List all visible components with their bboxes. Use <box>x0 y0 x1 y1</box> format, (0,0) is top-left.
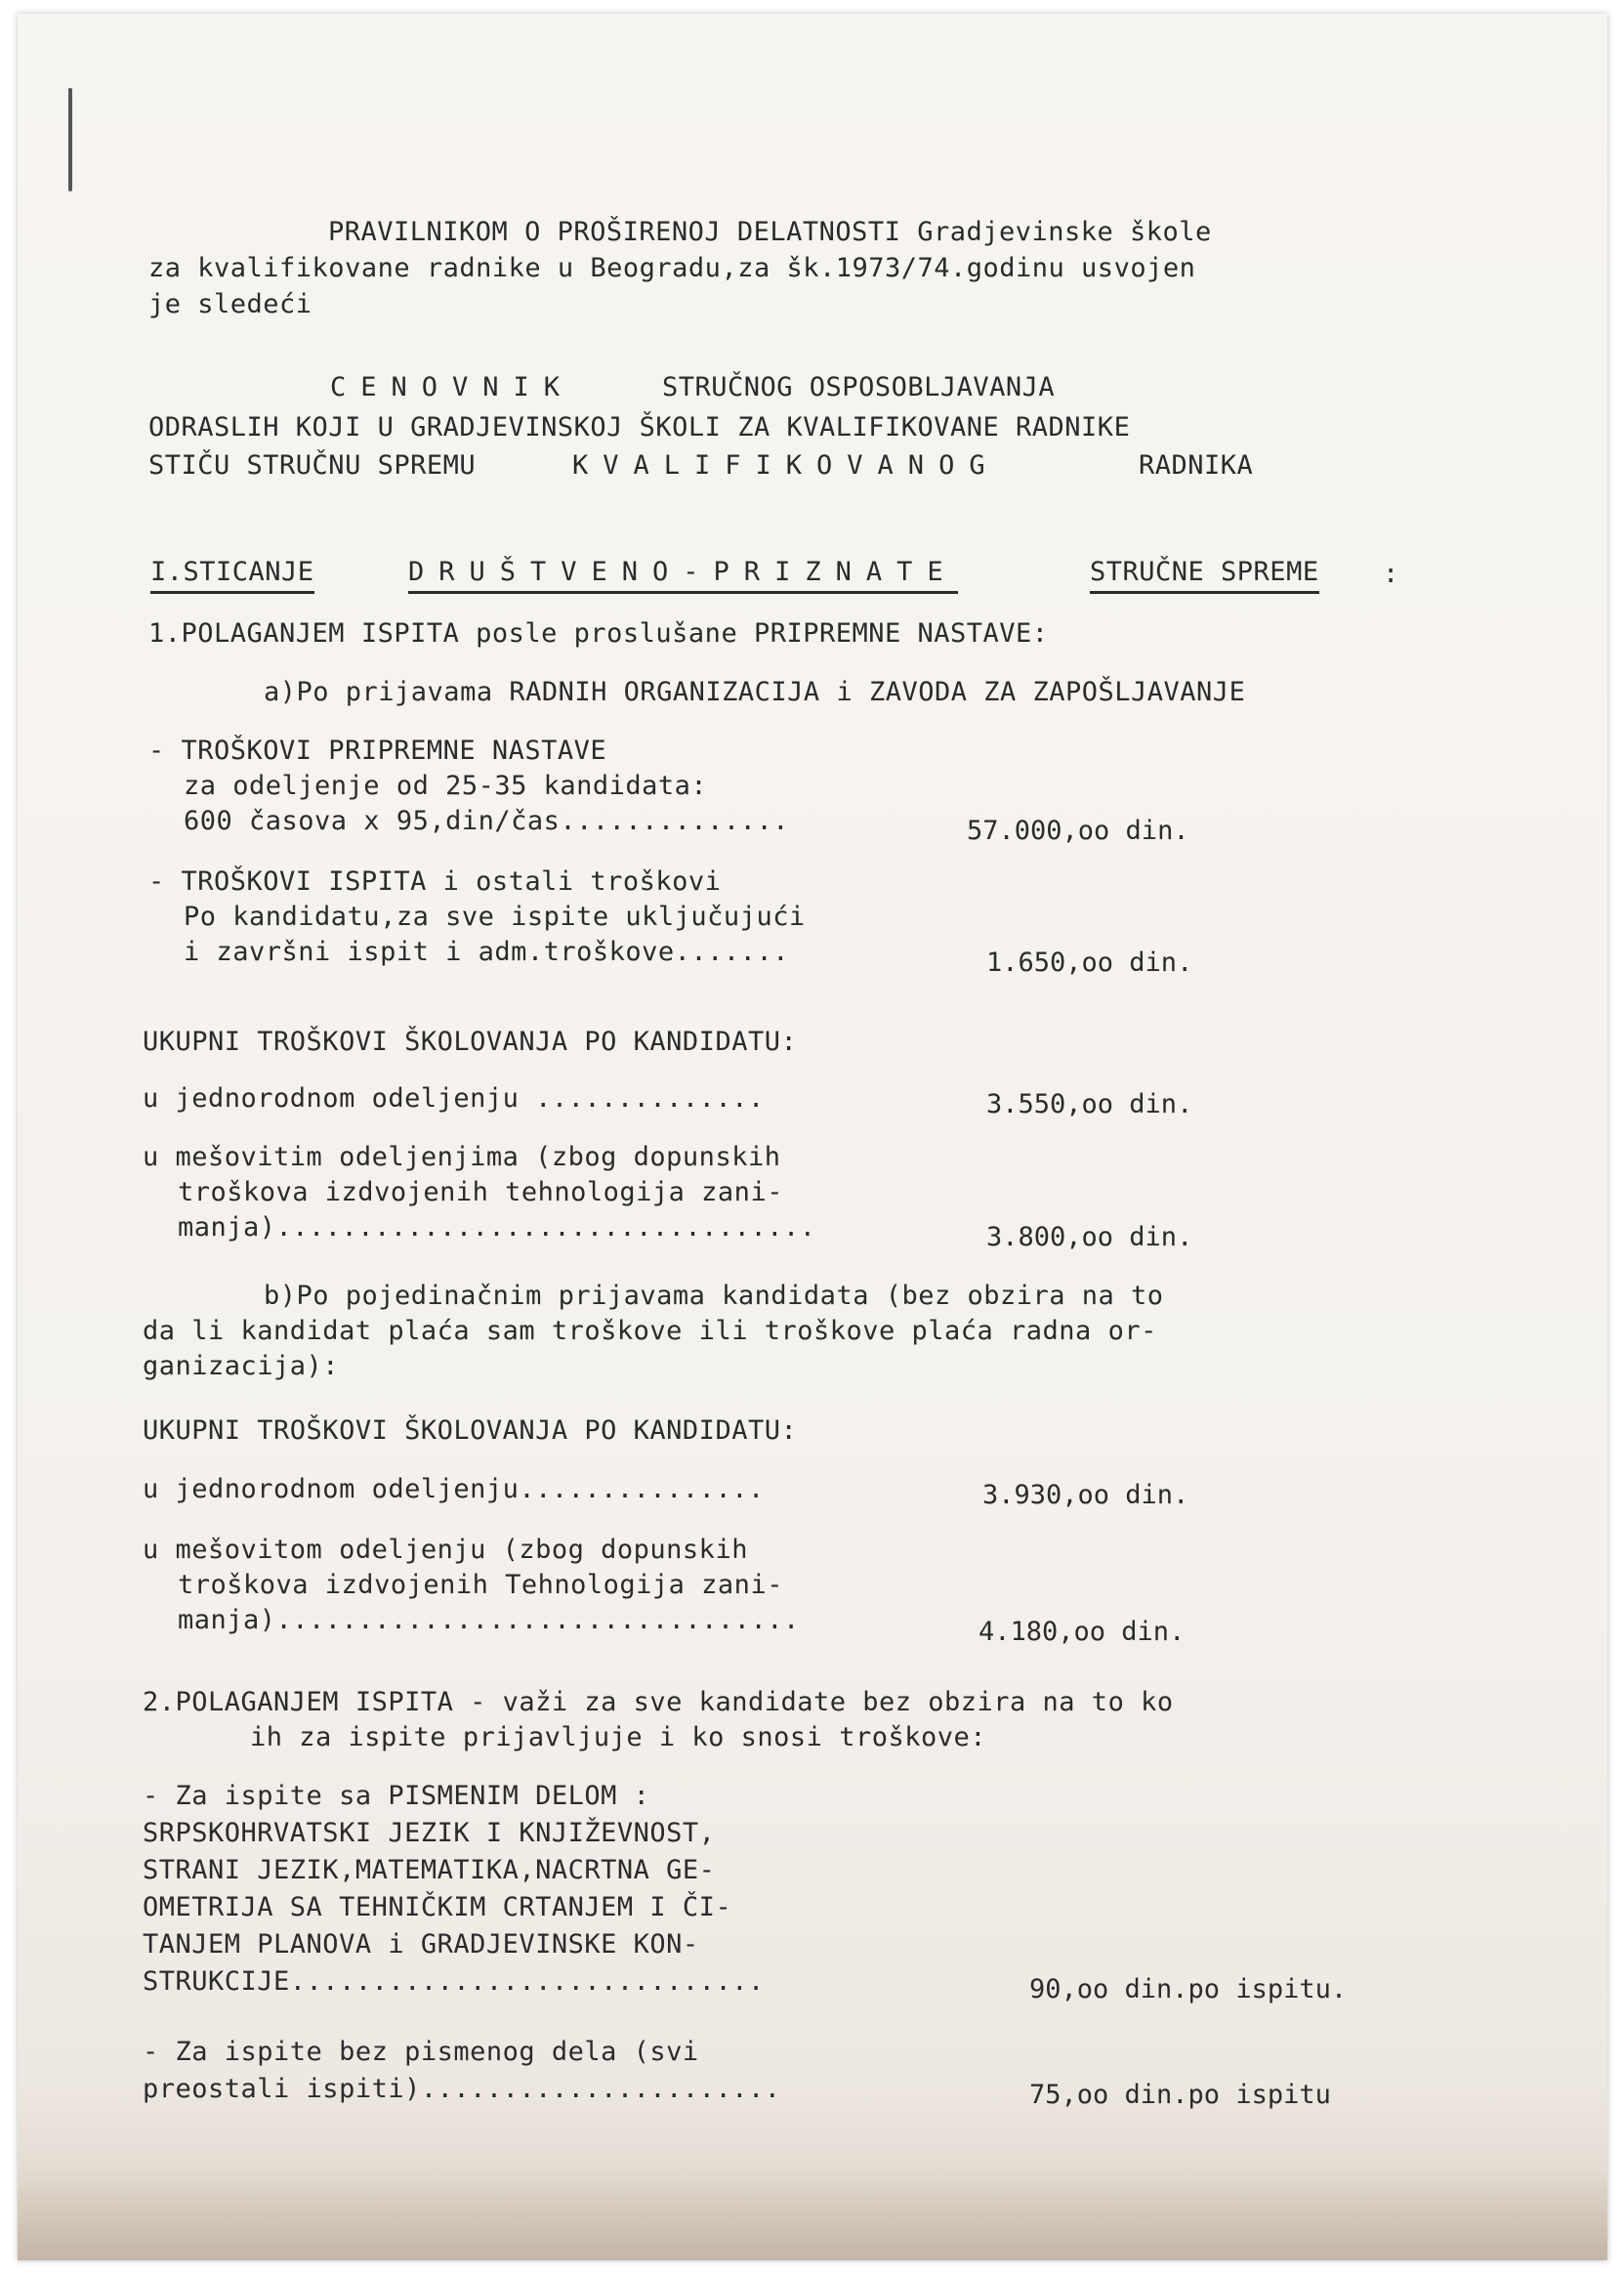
intro-line-1: PRAVILNIKOM O PROŠIRENOJ DELATNOSTI Gradjevinske škole <box>328 217 1212 247</box>
section-heading-colon: : <box>1383 559 1399 589</box>
cost2-line-2: Po kandidatu,za sve ispite uključujući <box>184 902 806 932</box>
oral-amount: 75,oo din.po ispitu <box>1029 2080 1331 2110</box>
total-b2-line-1: u mešovitom odeljenju (zbog dopunskih <box>143 1535 748 1565</box>
total-b2-line-2: troškova izdvojenih Tehnologija zani- <box>178 1570 783 1600</box>
written-line-5: TANJEM PLANOVA i GRADJEVINSKE KON- <box>143 1929 699 1960</box>
total-b1-label: u jednorodnom odeljenju............... <box>143 1474 765 1504</box>
written-amount: 90,oo din.po ispitu. <box>1029 1974 1348 2004</box>
total-a1-label: u jednorodnom odeljenju .............. <box>143 1083 765 1114</box>
total-b1-amount: 3.930,oo din. <box>982 1480 1189 1510</box>
section-heading-b: DRUŠTVENO-PRIZNATE <box>408 556 958 594</box>
total-a1-amount: 3.550,oo din. <box>986 1089 1193 1119</box>
title-line-1-rest: STRUČNOG OSPOSOBLJAVANJA <box>662 372 1056 402</box>
sub-b-line-2: da li kandidat plaća sam troškove ili troškove plaća radna or- <box>143 1316 1157 1346</box>
cost1-line-3: 600 časova x 95,din/čas.............. <box>184 806 789 836</box>
written-line-2: SRPSKOHRVATSKI JEZIK I KNJIŽEVNOST, <box>143 1818 716 1848</box>
document-page <box>18 14 1607 2260</box>
paper-stain <box>18 2172 1607 2260</box>
total-b2-amount: 4.180,oo din. <box>979 1617 1186 1647</box>
title-line-3-c: RADNIKA <box>1139 450 1254 481</box>
intro-line-3: je sledeći <box>148 289 312 319</box>
total-a2-line-3: manja)................................. <box>178 1212 816 1243</box>
oral-line-1: - Za ispite bez pismenog dela (svi <box>143 2037 699 2067</box>
written-line-3: STRANI JEZIK,MATEMATIKA,NACRTNA GE- <box>143 1855 716 1885</box>
total-a2-line-2: troškova izdvojenih tehnologija zani- <box>178 1177 783 1207</box>
cost1-line-1: - TROŠKOVI PRIPREMNE NASTAVE <box>148 736 607 766</box>
total-b-heading: UKUPNI TROŠKOVI ŠKOLOVANJA PO KANDIDATU: <box>143 1415 798 1446</box>
sub-b-line-3: ganizacija): <box>143 1351 340 1381</box>
sub-b-line-1: b)Po pojedinačnim prijavama kandidata (bez obzira na to <box>264 1281 1164 1311</box>
item-2-line-1: 2.POLAGANJEM ISPITA - važi za sve kandidate bez obzira na to ko <box>143 1687 1174 1717</box>
oral-line-2: preostali ispiti)...................... <box>143 2074 781 2104</box>
cost1-line-2: za odeljenje od 25-35 kandidata: <box>184 771 708 801</box>
section-heading-c: STRUČNE SPREME <box>1090 556 1319 594</box>
title-line-3-b: KVALIFIKOVANOG <box>572 450 1000 481</box>
cost2-line-3: i završni ispit i adm.troškove....... <box>184 937 789 967</box>
total-b2-line-3: manja)................................ <box>178 1605 800 1635</box>
title-cenovnik: CENOVNIK <box>330 372 575 402</box>
sub-a: a)Po prijavama RADNIH ORGANIZACIJA i ZAVODA ZA ZAPOŠLJAVANJE <box>264 677 1246 707</box>
intro-line-2: za kvalifikovane radnike u Beogradu,za šk.1973/74.godinu usvojen <box>148 253 1196 283</box>
written-line-6: STRUKCIJE............................. <box>143 1966 765 1997</box>
staple-mark <box>68 88 72 191</box>
section-heading-a: I.STICANJE <box>150 556 314 594</box>
cost2-amount: 1.650,oo din. <box>986 948 1193 978</box>
written-line-4: OMETRIJA SA TEHNIČKIM CRTANJEM I ČI- <box>143 1892 732 1922</box>
written-line-1: - Za ispite sa PISMENIM DELOM : <box>143 1781 650 1811</box>
total-a-heading: UKUPNI TROŠKOVI ŠKOLOVANJA PO KANDIDATU: <box>143 1027 798 1057</box>
item-1: 1.POLAGANJEM ISPITA posle proslušane PRIPREMNE NASTAVE: <box>148 618 1049 649</box>
title-line-2: ODRASLIH KOJI U GRADJEVINSKOJ ŠKOLI ZA KVALIFIKOVANE RADNIKE <box>148 412 1131 443</box>
cost1-amount: 57.000,oo din. <box>967 816 1189 846</box>
title-line-3-a: STIČU STRUČNU SPREMU <box>148 450 477 481</box>
cost2-line-1: - TROŠKOVI ISPITA i ostali troškovi <box>148 866 722 897</box>
item-2-line-2: ih za ispite prijavljuje i ko snosi troškove: <box>250 1722 986 1752</box>
total-a2-amount: 3.800,oo din. <box>986 1222 1193 1252</box>
total-a2-line-1: u mešovitim odeljenjima (zbog dopunskih <box>143 1142 781 1172</box>
